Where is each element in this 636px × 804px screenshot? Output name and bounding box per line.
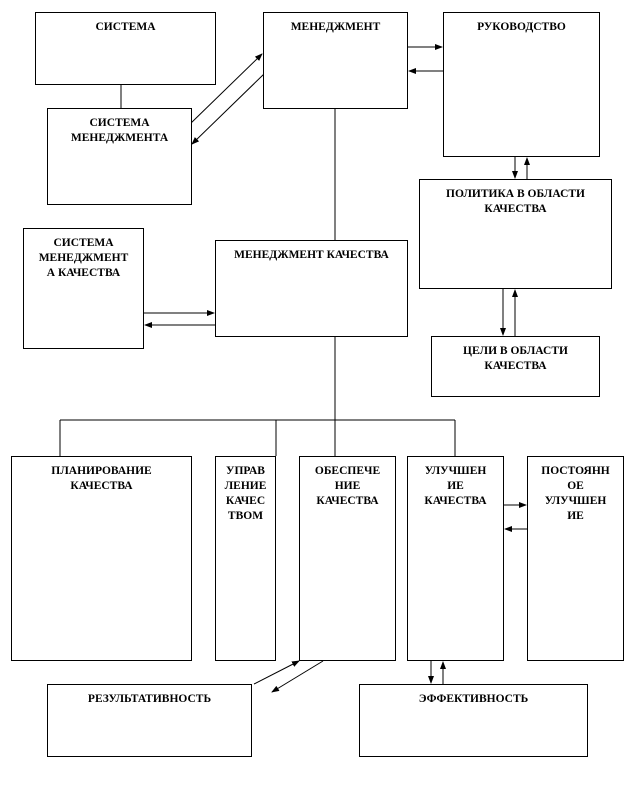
node-rezultativnost-label: РЕЗУЛЬТАТИВНОСТЬ [87, 693, 212, 705]
node-menedzhment-kachestva-label: МЕНЕДЖМЕНТ КАЧЕСТВА [234, 249, 389, 261]
node-upravlenie-label: УПРАВ ЛЕНИЕ КАЧЕС ТВОМ [224, 465, 267, 522]
node-sistema [35, 12, 216, 85]
node-sistema-menedzhmenta-label: СИСТЕМА МЕНЕДЖМЕНТА [70, 117, 169, 144]
node-rezultativnost [47, 684, 252, 757]
node-sistema-menedzhmenta [47, 108, 192, 205]
node-effektivnost-label: ЭФФЕКТИВНОСТЬ [418, 693, 529, 705]
node-sistema-label: СИСТЕМА [95, 21, 156, 33]
node-sistema-menedzhmenta-kachestva [23, 228, 144, 349]
node-uluchshenie-label: УЛУЧШЕН ИЕ КАЧЕСТВА [424, 465, 487, 507]
node-postoyannoe-uluchshenie-label: ПОСТОЯНН ОЕ УЛУЧШЕН ИЕ [541, 465, 610, 522]
node-tseli-label: ЦЕЛИ В ОБЛАСТИ КАЧЕСТВА [463, 345, 568, 372]
node-rukovodstvo-label: РУКОВОДСТВО [477, 21, 566, 33]
node-effektivnost [359, 684, 588, 757]
node-obespechenie [299, 456, 396, 661]
node-menedzhment-label: МЕНЕДЖМЕНТ [290, 21, 381, 33]
node-planirovanie-label: ПЛАНИРОВАНИЕ КАЧЕСТВА [51, 465, 152, 492]
node-planirovanie [11, 456, 192, 661]
node-uluchshenie [407, 456, 504, 661]
node-postoyannoe-uluchshenie [527, 456, 624, 661]
node-politika-label: ПОЛИТИКА В ОБЛАСТИ КАЧЕСТВА [446, 188, 585, 215]
node-menedzhment [263, 12, 408, 109]
node-tseli [431, 336, 600, 397]
node-rukovodstvo [443, 12, 600, 157]
arrow-rezultativnost-to-obespechenie [254, 661, 299, 684]
arrow-obespechenie-to-rezultativnost [272, 661, 323, 692]
node-sistema-menedzhmenta-kachestva-label: СИСТЕМА МЕНЕДЖМЕНТ А КАЧЕСТВА [38, 237, 129, 279]
node-politika [419, 179, 612, 289]
node-obespechenie-label: ОБЕСПЕЧЕ НИЕ КАЧЕСТВА [314, 465, 381, 507]
node-menedzhment-kachestva [215, 240, 408, 337]
node-upravlenie [215, 456, 276, 661]
